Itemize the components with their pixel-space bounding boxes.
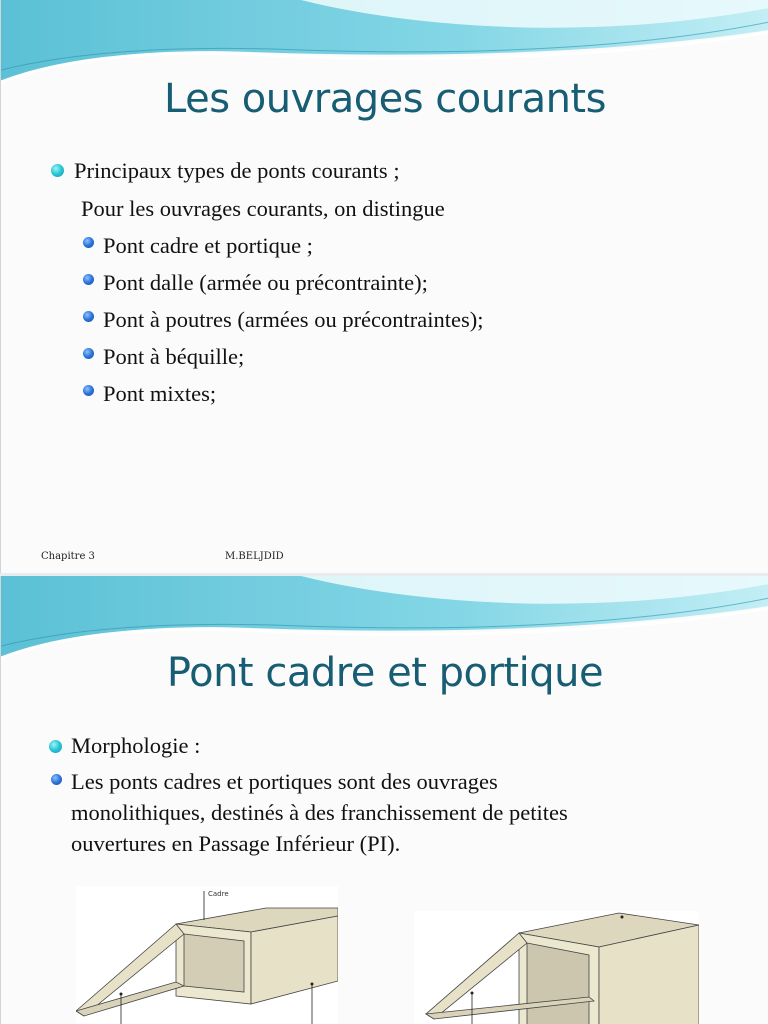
bullet-dot-icon — [83, 237, 94, 248]
bullet-dot-icon — [83, 311, 94, 322]
morphology-bullet-text: Morphologie : — [71, 733, 201, 758]
bullet-dot-icon — [83, 274, 94, 285]
slide-2 — [0, 576, 768, 1024]
figure-label: Cadre — [208, 890, 229, 898]
main-bullet-text: Principaux types de ponts courants ; — [74, 158, 400, 183]
list-item: Pont dalle (armée ou précontrainte); — [103, 270, 428, 295]
bullet-dot-icon — [83, 385, 94, 396]
slide-title: Les ouvrages courants — [164, 76, 606, 122]
description-line: ouvertures en Passage Inférieur (PI). — [71, 831, 401, 856]
list-item: Pont à béquille; — [103, 344, 245, 369]
footer-author: M.BELJDID — [225, 551, 284, 562]
cadre-bridge-illustration — [76, 886, 338, 1024]
slide-title: Pont cadre et portique — [166, 650, 604, 696]
list-item: Pont à poutres (armées ou précontraintes); — [103, 307, 484, 332]
bullet-dot-icon — [51, 164, 64, 177]
bullet-dot-icon — [83, 348, 94, 359]
list-item: Pont cadre et portique ; — [103, 233, 313, 258]
bullet-dot-icon — [49, 740, 62, 753]
bullet-dot-icon — [51, 774, 62, 785]
description-line: Les ponts cadres et portiques sont des ouvrages — [71, 769, 498, 794]
list-item: Pont mixtes; — [103, 381, 217, 406]
footer-chapter: Chapitre 3 — [41, 551, 95, 562]
portique-bridge-illustration — [414, 911, 699, 1024]
intro-text: Pour les ouvrages courants, on distingue — [81, 196, 445, 221]
description-line: monolithiques, destinés à des franchissement de petites — [71, 800, 568, 825]
